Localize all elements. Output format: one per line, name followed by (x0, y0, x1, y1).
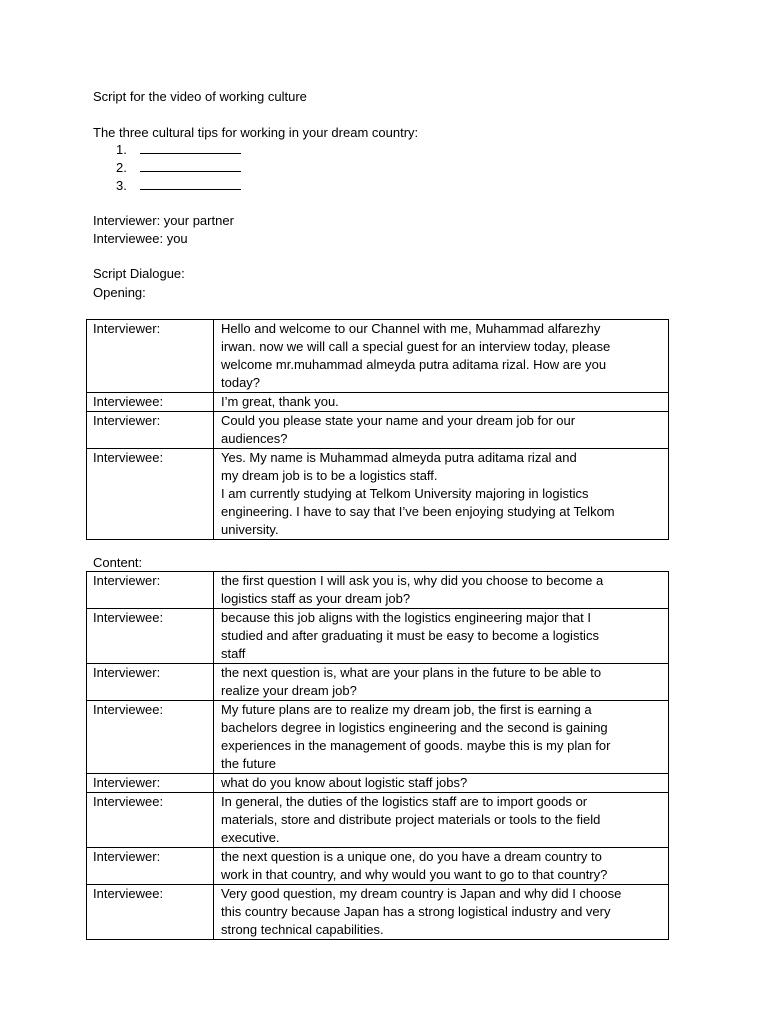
tip-blank (140, 159, 241, 172)
dialogue-text-cell (214, 572, 669, 609)
dialogue-line: engineering. I have to say that I’ve been enjoying studying at Telkom (221, 504, 615, 519)
dialogue-line: Very good question, my dream country is Japan and why did I choose (221, 886, 622, 901)
interviewer-role: Interviewer: your partner (93, 213, 234, 228)
tip-blank (140, 177, 241, 190)
content-heading: Content: (93, 555, 143, 570)
dialogue-line: In general, the duties of the logistics staff are to import goods or (221, 794, 588, 809)
tip-item (116, 159, 241, 177)
dialogue-line: staff (221, 646, 246, 661)
content-dialogue-table (86, 571, 669, 940)
document-title: Script for the video of working culture (93, 89, 307, 104)
speaker-cell: Interviewee: (87, 609, 214, 664)
dialogue-line: strong technical capabilities. (221, 922, 384, 937)
dialogue-line: this country because Japan has a strong logistical industry and very (221, 904, 611, 919)
dialogue-row (87, 885, 669, 940)
speaker-cell: Interviewee: (87, 449, 214, 540)
dialogue-text-cell (214, 701, 669, 774)
dialogue-row (87, 774, 669, 793)
dialogue-line: university. (221, 522, 279, 537)
dialogue-line: work in that country, and why would you want to go to that country? (221, 867, 608, 882)
speaker-cell: Interviewee: (87, 885, 214, 940)
dialogue-line: experiences in the management of goods. maybe this is my plan for (221, 738, 611, 753)
dialogue-line: because this job aligns with the logistics engineering major that I (221, 610, 591, 625)
interviewee-role: Interviewee: you (93, 231, 188, 246)
opening-heading: Opening: (93, 285, 146, 300)
dialogue-line: bachelors degree in logistics engineering and the second is gaining (221, 720, 608, 735)
speaker-cell: Interviewer: (87, 320, 214, 393)
dialogue-row (87, 449, 669, 540)
dialogue-line: realize your dream job? (221, 683, 357, 698)
dialogue-line: Could you please state your name and your dream job for our (221, 413, 576, 428)
dialogue-row (87, 609, 669, 664)
dialogue-line: the future (221, 756, 276, 771)
speaker-cell: Interviewer: (87, 572, 214, 609)
tip-number: 3. (116, 178, 127, 193)
dialogue-row (87, 393, 669, 412)
dialogue-line: My future plans are to realize my dream job, the first is earning a (221, 702, 592, 717)
dialogue-line: welcome mr.muhammad almeyda putra aditama rizal. How are you (221, 357, 607, 372)
dialogue-line: what do you know about logistic staff jobs? (221, 775, 468, 790)
dialogue-line: the first question I will ask you is, why did you choose to become a (221, 573, 604, 588)
speaker-cell: Interviewer: (87, 664, 214, 701)
dialogue-text-cell (214, 609, 669, 664)
dialogue-row (87, 848, 669, 885)
dialogue-line: I’m great, thank you. (221, 394, 339, 409)
dialogue-row (87, 793, 669, 848)
speaker-cell: Interviewer: (87, 848, 214, 885)
speaker-cell: Interviewee: (87, 393, 214, 412)
dialogue-row (87, 572, 669, 609)
speaker-cell: Interviewee: (87, 701, 214, 774)
dialogue-line: irwan. now we will call a special guest for an interview today, please (221, 339, 611, 354)
dialogue-line: studied and after graduating it must be easy to become a logistics (221, 628, 599, 643)
dialogue-text-cell (214, 412, 669, 449)
dialogue-line: executive. (221, 830, 280, 845)
speaker-cell: Interviewee: (87, 793, 214, 848)
dialogue-row (87, 701, 669, 774)
script-dialogue-heading: Script Dialogue: (93, 266, 185, 281)
dialogue-line: audiences? (221, 431, 288, 446)
tip-item (116, 141, 241, 159)
dialogue-line: today? (221, 375, 261, 390)
dialogue-row (87, 664, 669, 701)
tips-heading: The three cultural tips for working in your dream country: (93, 125, 419, 140)
dialogue-line: the next question is, what are your plans in the future to be able to (221, 665, 602, 680)
dialogue-line: the next question is a unique one, do you have a dream country to (221, 849, 602, 864)
dialogue-text-cell (214, 393, 669, 412)
speaker-cell: Interviewer: (87, 412, 214, 449)
dialogue-line: my dream job is to be a logistics staff. (221, 468, 438, 483)
tip-number: 1. (116, 142, 127, 157)
dialogue-text-cell (214, 664, 669, 701)
tip-blank (140, 141, 241, 154)
dialogue-line: logistics staff as your dream job? (221, 591, 411, 606)
dialogue-text-cell (214, 848, 669, 885)
dialogue-line: materials, store and distribute project materials or tools to the field (221, 812, 601, 827)
dialogue-line: I am currently studying at Telkom University majoring in logistics (221, 486, 589, 501)
dialogue-line: Hello and welcome to our Channel with me, Muhammad alfarezhy (221, 321, 601, 336)
speaker-cell: Interviewer: (87, 774, 214, 793)
dialogue-line: Yes. My name is Muhammad almeyda putra aditama rizal and (221, 450, 577, 465)
dialogue-row (87, 320, 669, 393)
dialogue-row (87, 412, 669, 449)
tip-item (116, 177, 241, 195)
dialogue-text-cell (214, 774, 669, 793)
dialogue-text-cell (214, 320, 669, 393)
dialogue-text-cell (214, 885, 669, 940)
tips-list (116, 141, 241, 195)
tip-number: 2. (116, 160, 127, 175)
dialogue-text-cell (214, 793, 669, 848)
dialogue-text-cell (214, 449, 669, 540)
opening-dialogue-table (86, 319, 669, 540)
